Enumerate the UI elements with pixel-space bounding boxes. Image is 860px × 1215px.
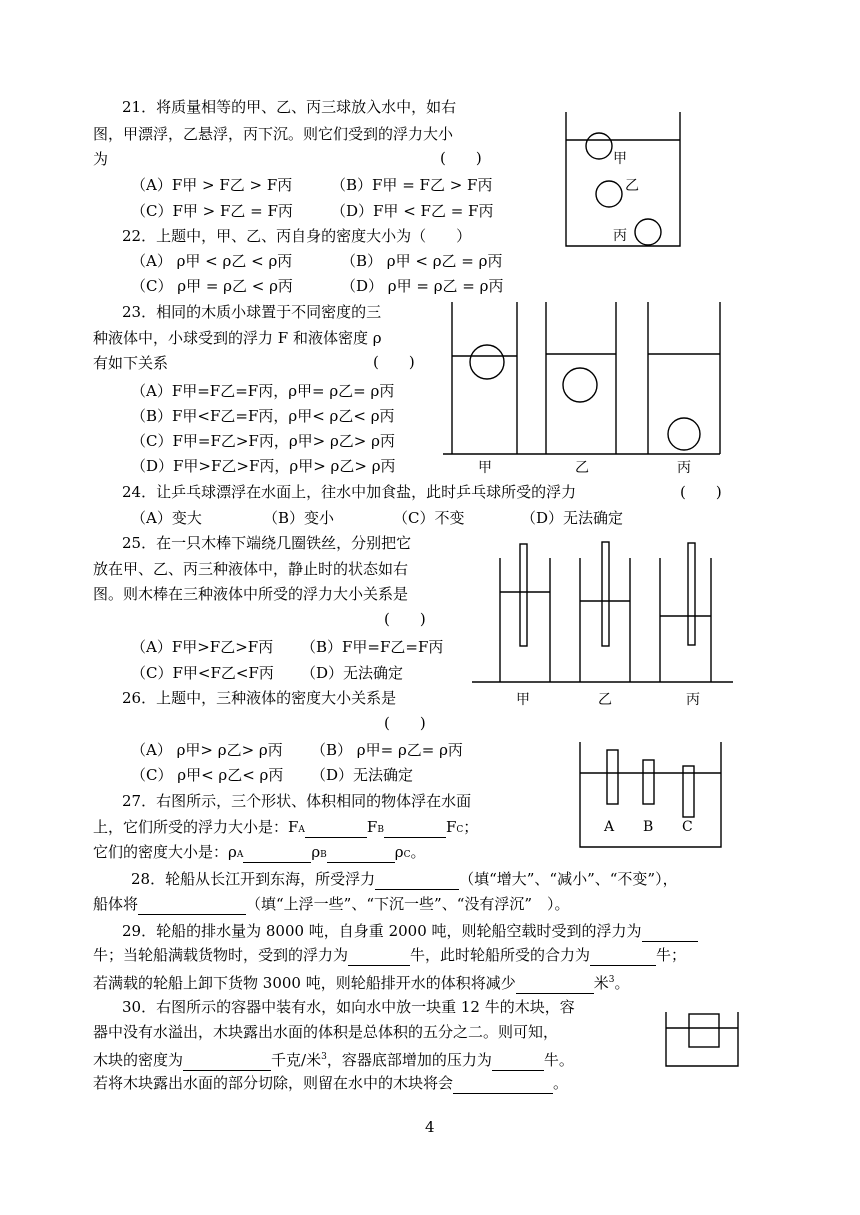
q22-option-c[interactable]: （C） ρ甲 = ρ乙 < ρ丙 xyxy=(131,277,293,295)
q21-line1: 21．将质量相等的甲、乙、丙三球放入水中，如右 xyxy=(122,98,457,116)
q22-line1: 22．上题中，甲、乙、丙自身的密度大小为（ ） xyxy=(122,227,472,245)
q23-fig-label-jia: 甲 xyxy=(478,460,492,476)
q27-rho-sub-a: A xyxy=(236,850,244,860)
q27-fig-label-c: C xyxy=(682,819,693,835)
q27-line2-end: ； xyxy=(463,818,479,836)
q21-option-b[interactable]: （B）F甲 = F乙 > F丙 xyxy=(331,176,493,194)
q25-option-b[interactable]: （B）F甲=F乙=F丙 xyxy=(301,638,444,656)
q30-blank-pressure[interactable] xyxy=(492,1050,544,1071)
q28-line2-text-b: （填“上浮一些”、“下沉一些”、“没有浮沉” ）。 xyxy=(246,895,570,913)
q27-sub-b: B xyxy=(377,825,384,835)
q23-fig-label-bing: 丙 xyxy=(677,460,691,476)
q27-rho-c: ρ xyxy=(394,843,404,861)
q24-option-b[interactable]: （B）变小 xyxy=(263,509,335,527)
q27-line1: 27．右图所示，三个形状、体积相同的物体浮在水面 xyxy=(122,792,472,810)
q27-line2-text: 上，它们所受的浮力大小是：F xyxy=(93,818,299,836)
q21-option-d[interactable]: （D）F甲 < F乙 = F丙 xyxy=(331,202,494,220)
q27-line3 xyxy=(93,842,426,865)
q25-line1: 25．在一只木棒下端绕几圈铁丝，分别把它 xyxy=(122,534,412,552)
q30-figure xyxy=(666,1012,738,1066)
q27-rho-b: ρ xyxy=(311,843,321,861)
q21-fig-label-yi: 乙 xyxy=(625,178,639,194)
q22-option-a[interactable]: （A） ρ甲 < ρ乙 < ρ丙 xyxy=(131,252,293,270)
q29-blank-empty-buoyancy[interactable] xyxy=(642,921,698,942)
q25-option-d[interactable]: （D）无法确定 xyxy=(301,664,404,682)
q23-line1: 23．相同的木质小球置于不同密度的三 xyxy=(122,303,382,321)
q29-line1-text: 29．轮船的排水量为 8000 吨，自身重 2000 吨，则轮船空载时受到的浮力为 xyxy=(122,922,642,940)
q27-rho-sub-c: C xyxy=(403,850,411,860)
q21-fig-label-bing: 丙 xyxy=(613,228,627,244)
q21-line2: 图，甲漂浮，乙悬浮，丙下沉。则它们受到的浮力大小 xyxy=(93,125,454,143)
q27-blank-rhob-rhoc[interactable] xyxy=(327,842,395,863)
q26-option-d[interactable]: （D）无法确定 xyxy=(311,766,414,784)
q27-f-prefix-c: F xyxy=(445,818,457,836)
q28-line1 xyxy=(131,869,678,890)
q23-figure xyxy=(443,302,720,454)
q23-answer-bracket[interactable]: ( ) xyxy=(373,353,415,371)
q29-line2-text-c: 牛； xyxy=(656,946,687,964)
q24-option-c[interactable]: （C）不变 xyxy=(393,509,465,527)
q25-fig-label-jia: 甲 xyxy=(516,692,530,708)
q27-line2 xyxy=(93,817,478,840)
q24-line1: 24．让乒乓球漂浮在水面上，往水中加食盐，此时乒乓球所受的浮力 xyxy=(122,483,577,501)
ball-yi xyxy=(596,181,622,207)
ball-bing xyxy=(635,219,661,245)
q23-option-b[interactable]: （B）F甲<F乙=F丙，ρ甲< ρ乙< ρ丙 xyxy=(131,407,395,425)
q25-line3: 图。则木棒在三种液体中所受的浮力大小关系是 xyxy=(93,585,409,603)
q27-blank-fb-fc[interactable] xyxy=(384,817,446,838)
q29-line3-end: 。 xyxy=(614,974,630,992)
q23-option-d[interactable]: （D）F甲>F乙>F丙，ρ甲> ρ乙> ρ丙 xyxy=(131,457,396,475)
q27-blank-rhoa-rhob[interactable] xyxy=(243,842,311,863)
q29-line3-text-a: 若满载的轮船上卸下货物 3000 吨，则轮船排开水的体积将减少 xyxy=(93,974,516,992)
q24-option-d[interactable]: （D）无法确定 xyxy=(521,509,624,527)
q30-line4 xyxy=(93,1073,568,1094)
q29-blank-volume[interactable] xyxy=(516,973,594,994)
q25-answer-bracket[interactable]: ( ) xyxy=(384,610,426,628)
q30-line2: 器中没有水溢出，木块露出水面的体积是总体积的五分之二。则可知， xyxy=(93,1023,559,1041)
q29-blank-full-buoyancy[interactable] xyxy=(348,945,410,966)
q29-line2-text-b: 牛，此时轮船所受的合力为 xyxy=(410,946,591,964)
q28-line2 xyxy=(93,894,570,915)
q30-line1: 30．右图所示的容器中装有水，如向水中放一块重 12 牛的木块，容 xyxy=(122,998,575,1016)
q27-fig-label-a: A xyxy=(604,819,615,835)
q25-fig-label-bing: 丙 xyxy=(686,692,700,708)
q28-blank-ship[interactable] xyxy=(138,894,246,915)
q27-line3-text: 它们的密度大小是：ρ xyxy=(93,843,237,861)
q26-option-b[interactable]: （B） ρ甲= ρ乙= ρ丙 xyxy=(311,741,463,759)
q21-figure xyxy=(566,112,680,246)
q25-fig-label-yi: 乙 xyxy=(598,692,612,708)
q26-option-c[interactable]: （C） ρ甲< ρ乙< ρ丙 xyxy=(131,766,284,784)
q26-line1: 26．上题中，三种液体的密度大小关系是 xyxy=(122,689,397,707)
q23-option-c[interactable]: （C）F甲=F乙>F丙，ρ甲> ρ乙> ρ丙 xyxy=(131,432,395,450)
q29-line1 xyxy=(122,921,698,942)
page-number: 4 xyxy=(425,1118,435,1136)
q30-line3-unit: 千克/米 xyxy=(271,1051,322,1069)
q27-line3-end: 。 xyxy=(410,843,426,861)
q27-blank-fa-fb[interactable] xyxy=(305,817,367,838)
q30-line3-text-d: 牛。 xyxy=(543,1051,574,1069)
q29-line2-text-a: 牛；当轮船满载货物时，受到的浮力为 xyxy=(93,946,349,964)
q21-fig-label-jia: 甲 xyxy=(613,151,627,167)
q26-answer-bracket[interactable]: ( ) xyxy=(384,714,426,732)
q25-figure xyxy=(472,542,733,682)
q23-option-a[interactable]: （A）F甲=F乙=F丙，ρ甲= ρ乙= ρ丙 xyxy=(131,382,395,400)
q29-line3: 若满载的轮船上卸下货物 3000 吨，则轮船排开水的体积将减少 米$^3$。 xyxy=(93,974,630,992)
q30-line4-text-a: 若将木块露出水面的部分切除，则留在水中的木块将会 xyxy=(93,1074,454,1092)
q30-blank-result[interactable] xyxy=(453,1073,553,1094)
q25-option-a[interactable]: （A）F甲>F乙>F丙 xyxy=(131,638,274,656)
q22-option-b[interactable]: （B） ρ甲 < ρ乙 = ρ丙 xyxy=(341,252,503,270)
q21-option-a[interactable]: （A）F甲 > F乙 > F丙 xyxy=(131,176,293,194)
ball-jia xyxy=(586,133,612,159)
q21-answer-bracket[interactable]: ( ) xyxy=(440,149,482,167)
q24-answer-bracket[interactable]: ( ) xyxy=(680,483,722,501)
q23-line3: 有如下关系 xyxy=(93,354,169,372)
q28-line1-text-a: 28．轮船从长江开到东海，所受浮力 xyxy=(131,870,376,888)
q23-line2: 种液体中，小球受到的浮力 F 和液体密度 ρ xyxy=(93,329,382,347)
q25-option-c[interactable]: （C）F甲<F乙<F丙 xyxy=(131,664,274,682)
q29-line2 xyxy=(93,945,686,966)
q30-line3-text-a: 木块的密度为 xyxy=(93,1051,184,1069)
q23-fig-label-yi: 乙 xyxy=(575,460,589,476)
q25-line2: 放在甲、乙、丙三种液体中，静止时的状态如右 xyxy=(93,560,409,578)
q21-line3: 为 xyxy=(93,150,109,168)
q27-fig-label-b: B xyxy=(643,819,654,835)
q27-f-prefix-b: F xyxy=(366,818,378,836)
q30-line3-text-c: ，容器底部增加的压力为 xyxy=(326,1051,492,1069)
q26-option-a[interactable]: （A） ρ甲> ρ乙> ρ丙 xyxy=(131,741,283,759)
q22-option-d[interactable]: （D） ρ甲 = ρ乙 = ρ丙 xyxy=(341,277,504,295)
q29-blank-net-force[interactable] xyxy=(590,945,656,966)
q30-blank-density[interactable] xyxy=(183,1050,271,1071)
q28-line2-text-a: 船体将 xyxy=(93,895,139,913)
q30-line4-end: 。 xyxy=(553,1074,569,1092)
q29-line3-unit: 米 xyxy=(593,974,609,992)
q30-line3: 木块的密度为 千克/米$^3$，容器底部增加的压力为 牛。 xyxy=(93,1051,574,1069)
q27-sub-c: C xyxy=(456,825,464,835)
q21-option-c[interactable]: （C）F甲 > F乙 = F丙 xyxy=(131,202,293,220)
q24-option-a[interactable]: （A）变大 xyxy=(131,509,202,527)
q27-rho-sub-b: B xyxy=(320,850,327,860)
q27-sub-a: A xyxy=(298,825,305,835)
q28-blank-buoyancy[interactable] xyxy=(375,869,459,890)
q28-line1-text-b: （填“增大”、“减小”、“不变”）， xyxy=(459,870,678,888)
